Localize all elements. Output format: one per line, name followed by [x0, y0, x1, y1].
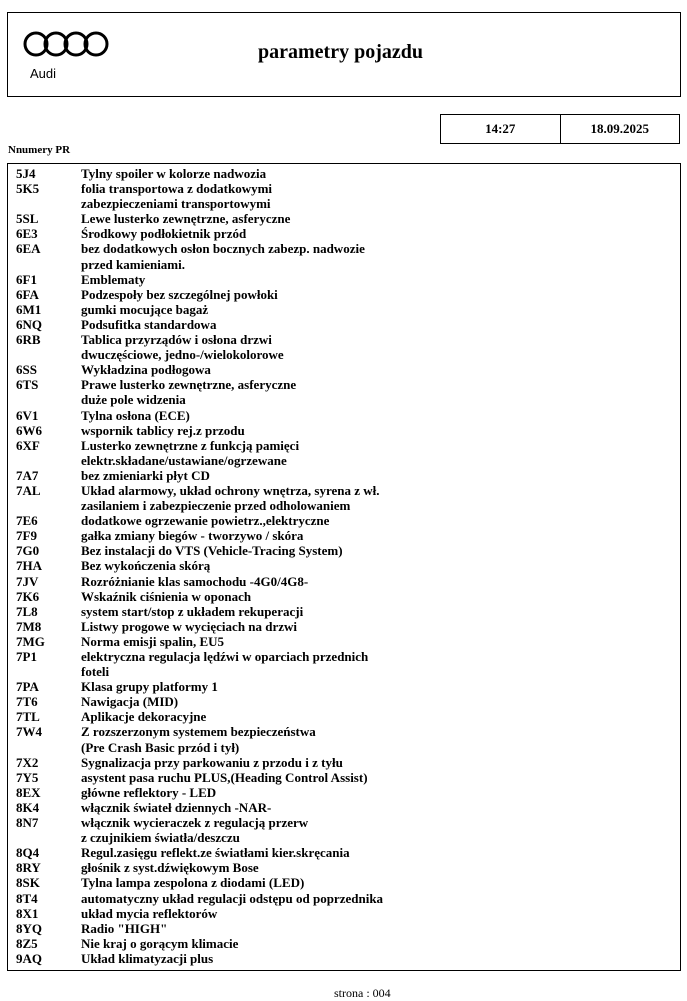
pr-row	[8, 891, 680, 906]
pr-row	[8, 317, 680, 332]
pr-row	[8, 589, 680, 604]
pr-row	[8, 634, 680, 649]
pr-row	[8, 362, 680, 377]
pr-code: 8RY	[16, 860, 41, 876]
audi-rings-icon	[22, 30, 112, 60]
pr-code: 7W4	[16, 724, 42, 740]
pr-description: automatyczny układ regulacji odstępu od poprzednika	[81, 890, 384, 906]
pr-description: Rozróżnianie klas samochodu -4G0/4G8-	[81, 573, 309, 589]
pr-row	[8, 574, 680, 589]
pr-row	[8, 513, 680, 528]
pr-description: Z rozszerzonym systemem bezpieczeństwa (Pre Crash Basic przód i tył)	[81, 724, 316, 755]
pr-row	[8, 619, 680, 634]
pr-code: 8Q4	[16, 845, 40, 861]
pr-row	[8, 649, 680, 679]
pr-description: Lusterko zewnętrzne z funkcją pamięci elektr.składane/ustawiane/ogrzewane	[81, 437, 300, 468]
pr-code: 6V1	[16, 407, 39, 423]
pr-code: 5J4	[16, 166, 36, 181]
pr-code: 5K5	[16, 181, 40, 197]
pr-row	[8, 423, 680, 438]
pr-code: 7K6	[16, 588, 40, 604]
pr-code: 8N7	[16, 815, 39, 831]
pr-description: Bez instalacji do VTS (Vehicle-Tracing System)	[81, 543, 343, 559]
pr-row	[8, 166, 680, 181]
pr-row	[8, 921, 680, 936]
pr-description: Bez wykończenia skórą	[81, 558, 211, 574]
pr-description: Norma emisji spalin, EU5	[81, 633, 224, 649]
pr-row	[8, 468, 680, 483]
pr-code: 7AL	[16, 482, 41, 498]
pr-description: Klasa grupy platformy 1	[81, 679, 218, 695]
audi-logo	[22, 30, 112, 80]
pr-description: gałka zmiany biegów - tworzywo / skóra	[81, 528, 304, 544]
section-label: Nnumery PR	[8, 144, 71, 156]
pr-row	[8, 709, 680, 724]
pr-description: Listwy progowe w wycięciach na drzwi	[81, 618, 298, 634]
datetime-box	[440, 114, 680, 144]
pr-row	[8, 438, 680, 468]
pr-description: Podsufitka standardowa	[81, 316, 217, 332]
pr-row	[8, 875, 680, 890]
pr-row	[8, 226, 680, 241]
pr-description: gumki mocujące bagaż	[81, 301, 209, 317]
pr-description: Podzespoły bez szczególnej powłoki	[81, 286, 278, 302]
pr-description: głośnik z syst.dźwiękowym Bose	[81, 860, 259, 876]
pr-code: 7TL	[16, 709, 40, 725]
pr-description: Lewe lusterko zewnętrzne, asferyczne	[81, 211, 291, 227]
pr-description: Nawigacja (MID)	[81, 694, 179, 710]
pr-row	[8, 755, 680, 770]
pr-description: Nie kraj o gorącym klimacie	[81, 935, 239, 951]
pr-description: asystent pasa ruchu PLUS,(Heading Control Assist)	[81, 769, 368, 785]
page-number: strona : 004	[334, 986, 391, 1000]
pr-code: 7X2	[16, 754, 39, 770]
pr-description: Tablica przyrządów i osłona drzwi dwuczęściowe, jedno-/wielokolorowe	[81, 332, 284, 363]
pr-row	[8, 815, 680, 845]
pr-description: Wykładzina podłogowa	[81, 362, 211, 378]
pr-code: 6SS	[16, 362, 37, 378]
time-value: 14:27	[485, 121, 516, 136]
pr-description: Sygnalizacja przy parkowaniu z przodu i z tyłu	[81, 754, 343, 770]
pr-code: 7E6	[16, 513, 38, 529]
pr-code: 7M8	[16, 618, 42, 634]
pr-row	[8, 241, 680, 271]
pr-row	[8, 408, 680, 423]
pr-list	[8, 166, 680, 966]
pr-code: 8T4	[16, 890, 38, 906]
pr-description: włącznik świateł dziennych -NAR-	[81, 799, 272, 815]
pr-code: 6M1	[16, 301, 42, 317]
pr-description: folia transportowa z dodatkowymi zabezpieczeniami transportowymi	[81, 181, 273, 212]
pr-description: bez dodatkowych osłon bocznych zabezp. nadwozie przed kamieniami.	[81, 241, 365, 272]
pr-row	[8, 951, 680, 966]
pr-code: 6F1	[16, 271, 37, 287]
pr-row	[8, 845, 680, 860]
pr-row	[8, 377, 680, 407]
header-box	[7, 12, 681, 97]
pr-code: 7F9	[16, 528, 37, 544]
pr-row	[8, 694, 680, 709]
pr-code: 7L8	[16, 603, 38, 619]
pr-description: Układ klimatyzacji plus	[81, 950, 214, 966]
pr-code: 7Y5	[16, 769, 39, 785]
pr-row	[8, 528, 680, 543]
pr-description: Emblematy	[81, 271, 146, 287]
pr-code: 7HA	[16, 558, 42, 574]
pr-code: 7A7	[16, 467, 39, 483]
pr-row	[8, 800, 680, 815]
pr-code: 7G0	[16, 543, 40, 559]
pr-code: 6W6	[16, 422, 42, 438]
pr-code: 8EX	[16, 784, 41, 800]
pr-row	[8, 724, 680, 754]
page-title: parametry pojazdu	[258, 41, 423, 63]
pr-code: 6XF	[16, 437, 40, 453]
pr-code: 5SL	[16, 211, 39, 227]
pr-description: Tylna osłona (ECE)	[81, 407, 190, 423]
pr-description: Prawe lusterko zewnętrzne, asferyczne duże pole widzenia	[81, 377, 297, 408]
pr-row	[8, 906, 680, 921]
pr-description: układ mycia reflektorów	[81, 905, 218, 921]
pr-code: 6FA	[16, 286, 39, 302]
pr-code: 8SK	[16, 875, 40, 891]
pr-row	[8, 679, 680, 694]
pr-row	[8, 770, 680, 785]
pr-description: Regul.zasięgu reflekt.ze światłami kier.skręcania	[81, 845, 350, 861]
pr-code: 8X1	[16, 905, 39, 921]
pr-code: 9AQ	[16, 950, 42, 966]
pr-code: 7T6	[16, 694, 38, 710]
pr-code: 6E3	[16, 226, 38, 242]
pr-code: 8K4	[16, 799, 40, 815]
pr-description: elektryczna regulacja lędźwi w oparciach przednich foteli	[81, 649, 369, 680]
pr-description: Radio "HIGH"	[81, 920, 168, 936]
pr-code: 6NQ	[16, 316, 42, 332]
pr-code: 8Z5	[16, 935, 38, 951]
pr-code: 8YQ	[16, 920, 42, 936]
pr-row	[8, 211, 680, 226]
date-value: 18.09.2025	[560, 115, 680, 143]
pr-description: wspornik tablicy rej.z przodu	[81, 422, 245, 438]
pr-description: Aplikacje dekoracyjne	[81, 709, 207, 725]
pr-description: Wskaźnik ciśnienia w oponach	[81, 588, 252, 604]
pr-row	[8, 287, 680, 302]
pr-row	[8, 181, 680, 211]
pr-row	[8, 860, 680, 875]
pr-row	[8, 558, 680, 573]
pr-code: 7JV	[16, 573, 39, 589]
pr-description: Środkowy podłokietnik przód	[81, 226, 247, 242]
pr-row	[8, 332, 680, 362]
pr-row	[8, 604, 680, 619]
pr-row	[8, 785, 680, 800]
pr-row	[8, 272, 680, 287]
pr-row	[8, 302, 680, 317]
pr-description: Tylny spoiler w kolorze nadwozia	[81, 166, 267, 181]
pr-description: system start/stop z układem rekuperacji	[81, 603, 304, 619]
pr-row	[8, 936, 680, 951]
pr-row	[8, 483, 680, 513]
pr-description: Układ alarmowy, układ ochrony wnętrza, syrena z wł. zasilaniem i zabezpieczenie przed odholowaniem	[81, 482, 380, 514]
pr-code: 7P1	[16, 649, 37, 664]
pr-description: dodatkowe ogrzewanie powietrz.,elektryczne	[81, 513, 330, 529]
pr-code: 7PA	[16, 679, 39, 695]
pr-row	[8, 543, 680, 558]
pr-description: włącznik wycieraczek z regulacją przerw z czujnikiem światła/deszczu	[81, 815, 309, 846]
pr-description: bez zmieniarki płyt CD	[81, 467, 210, 483]
pr-code: 6RB	[16, 332, 41, 348]
pr-code: 6TS	[16, 377, 39, 393]
pr-numbers-box	[7, 163, 681, 971]
pr-description: Tylna lampa zespolona z diodami (LED)	[81, 875, 305, 891]
pr-code: 6EA	[16, 241, 41, 257]
pr-code: 7MG	[16, 633, 45, 649]
pr-description: główne reflektory - LED	[81, 784, 217, 800]
brand-label: Audi	[30, 66, 57, 81]
